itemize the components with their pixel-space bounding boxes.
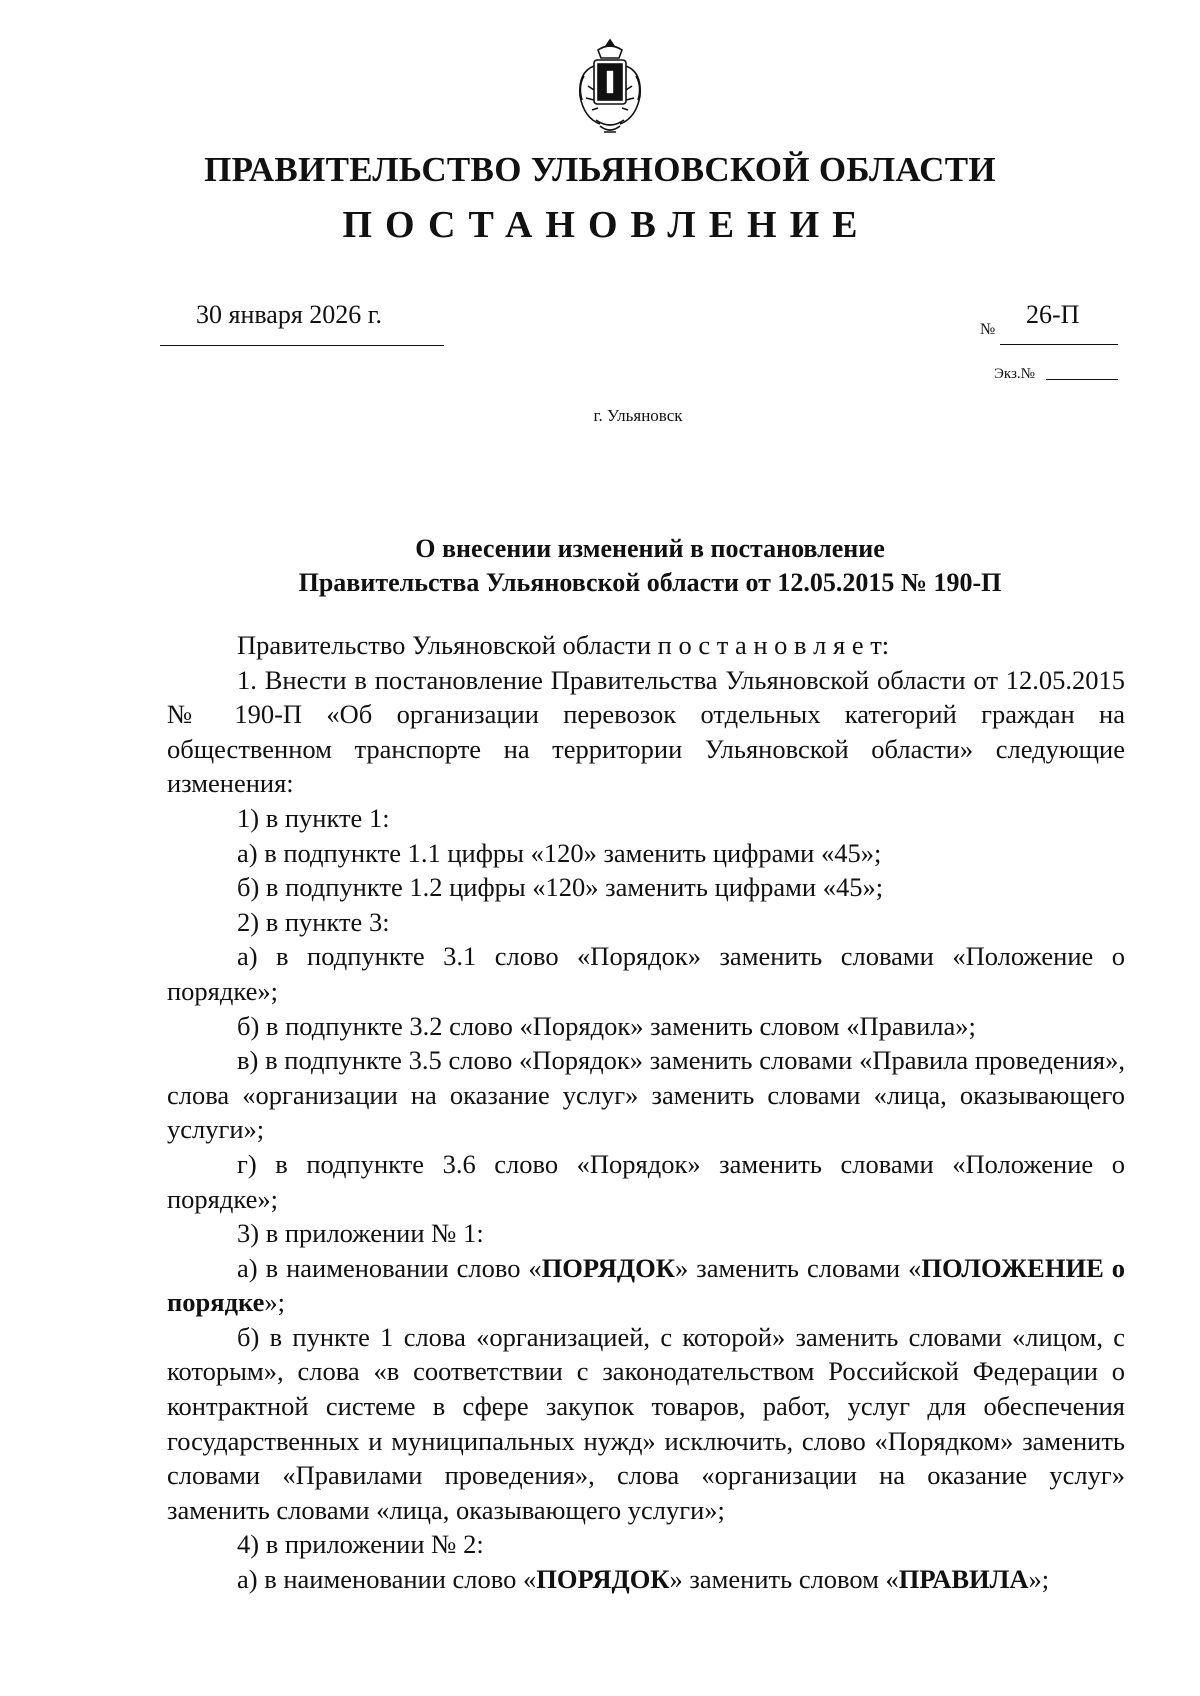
body-intro bbox=[167, 628, 1125, 663]
document-number: 26-П bbox=[1026, 300, 1080, 329]
document-subject bbox=[0, 532, 1200, 600]
document-date: 30 января 2026 г. bbox=[196, 300, 383, 329]
item-4a-text-mid: » заменить словом « bbox=[669, 1564, 899, 1595]
intro-verb: п о с т а н о в л я е т: bbox=[657, 630, 890, 660]
item-4a-bold-2: ПРАВИЛА bbox=[898, 1564, 1029, 1595]
number-underline bbox=[1000, 344, 1118, 345]
item-1: 1) в пункте 1: bbox=[237, 802, 390, 833]
intro-subject: Правительство Ульяновской области bbox=[237, 630, 652, 660]
item-3: 3) в приложении № 1: bbox=[237, 1218, 484, 1249]
item-2: 2) в пункте 3: bbox=[237, 906, 390, 937]
subject-line-1: О внесении изменений в постановление bbox=[415, 534, 885, 563]
document-body bbox=[167, 628, 1125, 1597]
item-3a-text: а) в наименовании слово « bbox=[237, 1252, 542, 1283]
date-underline bbox=[160, 345, 444, 346]
item-3a-text-end: »; bbox=[264, 1287, 285, 1318]
paragraph-1: 1. Внести в постановление Правительства Ульяновской области от 12.05.2015 № 190-П «Об организации перевозок отдельных категорий граждан на общественном транспорте на территории Ульяновской области» следующие изменения: bbox=[167, 664, 1125, 799]
copy-number-label: Экз.№ bbox=[994, 366, 1035, 382]
number-label: № bbox=[980, 321, 996, 338]
item-1b: б) в подпункте 1.2 цифры «120» заменить цифрами «45»; bbox=[237, 872, 884, 903]
item-2a: а) в подпункте 3.1 слово «Порядок» заменить словами «Положение о порядке»; bbox=[167, 941, 1125, 1006]
item-3a-bold-2: ПОЛОЖЕНИЕ о порядке bbox=[167, 1252, 1125, 1318]
government-title: ПРАВИТЕЛЬСТВО УЛЬЯНОВСКОЙ ОБЛАСТИ bbox=[204, 150, 996, 189]
item-3a-bold-1: ПОРЯДОК bbox=[541, 1252, 675, 1283]
item-4a-text-end: »; bbox=[1028, 1564, 1050, 1595]
item-2c: в) в подпункте 3.5 слово «Порядок» заменить словами «Правила проведения», слова «организации на оказание услуг» заменить словами «лица, оказывающего услуги»; bbox=[167, 1045, 1125, 1145]
item-4: 4) в приложении № 2: bbox=[237, 1529, 484, 1560]
item-3a-text-mid: » заменить словами « bbox=[674, 1252, 922, 1283]
item-2d: г) в подпункте 3.6 слово «Порядок» заменить словами «Положение о порядке»; bbox=[167, 1148, 1125, 1214]
item-4a-text: а) в наименовании слово « bbox=[237, 1564, 537, 1595]
item-4a bbox=[167, 1562, 1125, 1597]
item-4a-bold-1: ПОРЯДОК bbox=[536, 1564, 670, 1595]
copy-number-underline bbox=[1046, 379, 1118, 380]
item-3b: б) в пункте 1 слова «организацией, с которой» заменить словами «лицом, с которым», слова «в соответствии с законодательством Российской Федерации о контрактной системе в сфере закупок товаров, работ, услуг для обеспечения государственных и муниципальных нужд» исключить, слово «Порядком» заменить словами «Правилами проведения», слова «организации на оказание услуг» заменить словами «лица, оказывающего услуги»; bbox=[167, 1321, 1125, 1525]
document-type-title: ПОСТАНОВЛЕНИЕ bbox=[342, 204, 871, 246]
item-2b: б) в подпункте 3.2 слово «Порядок» заменить словом «Правила»; bbox=[237, 1010, 976, 1041]
coat-of-arms-emblem bbox=[570, 36, 650, 140]
city-name: г. Ульяновск bbox=[593, 406, 683, 425]
subject-line-2: Правительства Ульяновской области от 12.05.2015 № 190-П bbox=[298, 568, 1002, 597]
item-1a: а) в подпункте 1.1 цифры «120» заменить цифрами «45»; bbox=[237, 837, 882, 868]
item-3a bbox=[167, 1251, 1125, 1320]
